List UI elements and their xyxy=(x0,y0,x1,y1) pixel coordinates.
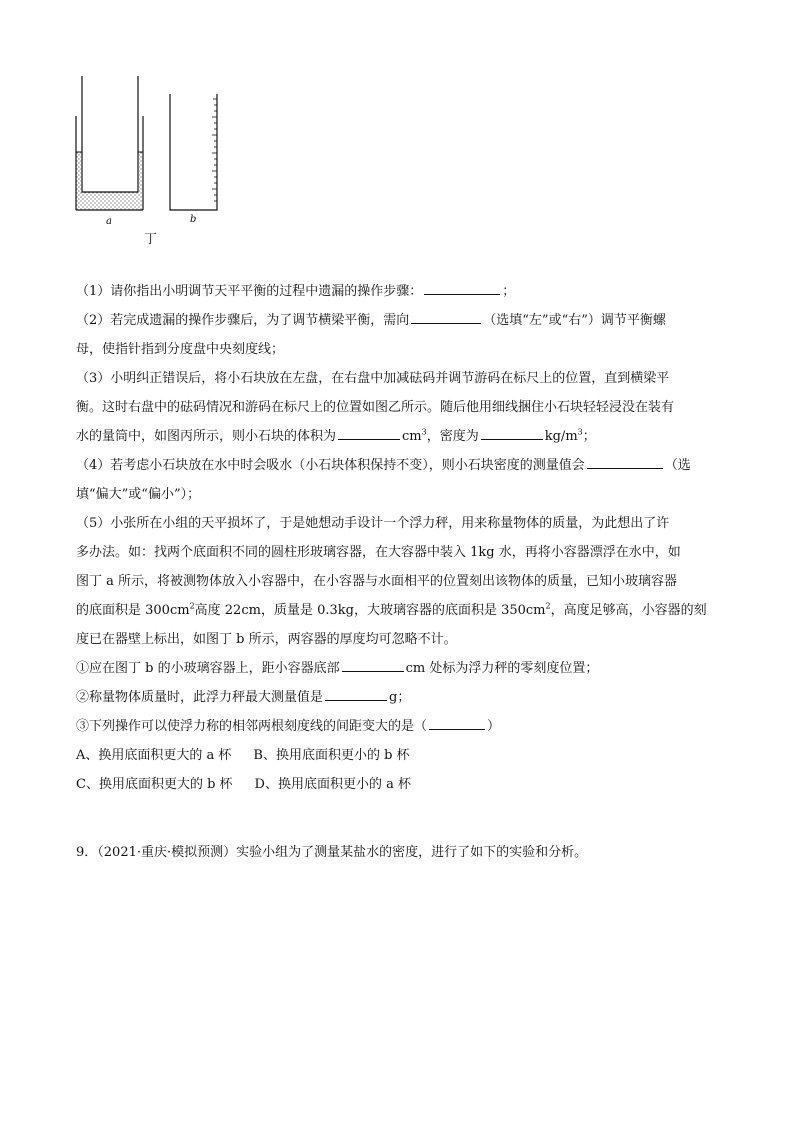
q3-line-3: 水的量筒中，如图丙所示，则小石块的体积为 $cm^3$，密度为 $kg/m^3$； xyxy=(76,422,726,451)
q5-line-1: （5）小张所在小组的天平损坏了，于是她想动手设计一个浮力秤，用来称量物体的质量，为此想出了许 xyxy=(76,516,670,531)
question-body xyxy=(76,277,726,799)
water xyxy=(77,152,143,209)
q5-sub-1: ①应在图丁 b 的小玻璃容器上，距小容器底部 cm 处标为浮力秤的零刻度位置； xyxy=(76,654,726,683)
q5-sub-3: ③下列操作可以使浮力称的相邻两根刻度线的间距变大的是（ ） xyxy=(76,712,726,741)
question-9: 9．（2021·重庆·模拟预测）实验小组为了测量某盐水的密度，进行了如下的实验和分析。 xyxy=(76,845,588,860)
scale-ticks xyxy=(212,99,217,201)
figure-label-b: b xyxy=(190,214,197,225)
q5-line-2: 多办法。如：找两个底面积不同的圆柱形玻璃容器，在大容器中装入 1kg 水，再将小容器漂浮在水中，如 xyxy=(76,545,681,560)
q4-line-1: （4）若考虑小石块放在水中时会吸水（小石块体积保持不变），则小石块密度的测量值会 （选 xyxy=(76,451,726,480)
q5-sub-2: ②称量物体质量时，此浮力秤最大测量值是 g； xyxy=(76,683,726,712)
q1-line: （1）请你指出小明调节天平平衡的过程中遗漏的操作步骤： ； xyxy=(76,277,726,306)
answer-blank-q1[interactable] xyxy=(424,279,500,295)
q2-line-2: 母，使指针指到分度盘中央刻度线； xyxy=(76,342,285,357)
q5-options-ab xyxy=(76,741,726,770)
option-d[interactable]: D、换用底面积更小的 a 杯 xyxy=(254,777,411,792)
answer-blank-q2[interactable] xyxy=(411,308,481,324)
q5-options-cd xyxy=(76,770,726,799)
option-c[interactable]: C、换用底面积更大的 b 杯 xyxy=(76,777,233,792)
figure-ding xyxy=(72,72,232,250)
q2-line-1: （2）若完成遗漏的操作步骤后，为了调节横梁平衡，需向 （选填“左”或“右”）调节平衡螺 xyxy=(76,306,726,335)
q3-line-2: 衡。这时右盘中的砝码情况和游码在标尺上的位置如图乙所示。随后他用细线捆住小石块轻轻浸没在装有 xyxy=(76,400,675,415)
answer-blank-density[interactable] xyxy=(481,424,543,440)
q4-line-2: 填“偏大”或“偏小”）； xyxy=(76,487,201,502)
small-container-b xyxy=(170,94,217,210)
answer-blank-q4[interactable] xyxy=(587,453,663,469)
answer-blank-volume[interactable] xyxy=(338,424,400,440)
small-container-a xyxy=(82,76,138,192)
q5-line-5: 度已在器壁上标出，如图丁 b 所示，两容器的厚度均可忽略不计。 xyxy=(76,632,457,647)
figure-label-a: a xyxy=(106,216,112,227)
q3-line-1: （3）小明纠正错误后，将小石块放在左盘，在右盘中加减砝码并调节游码在标尺上的位置，直到横梁平 xyxy=(76,371,670,386)
container-diagram xyxy=(72,72,232,250)
answer-blank-max-mass[interactable] xyxy=(325,685,387,701)
q5-line-4: 的底面积是 $300cm^2$高度 22cm，质量是 0.3kg，大玻璃容器的底面积是 $350cm^2$，高度足够高，小容器的刻 xyxy=(76,601,707,618)
answer-blank-zero-mark[interactable] xyxy=(342,656,404,672)
option-b[interactable]: B、换用底面积更小的 b 杯 xyxy=(253,748,410,763)
q5-line-3: 图丁 a 所示，将被测物体放入小容器中，在小容器与水面相平的位置刻出该物体的质量，已知小玻璃容器 xyxy=(76,574,678,589)
option-a[interactable]: A、换用底面积更大的 a 杯 xyxy=(76,748,232,763)
answer-blank-choice[interactable] xyxy=(429,714,485,730)
figure-caption: 丁 xyxy=(144,232,158,247)
